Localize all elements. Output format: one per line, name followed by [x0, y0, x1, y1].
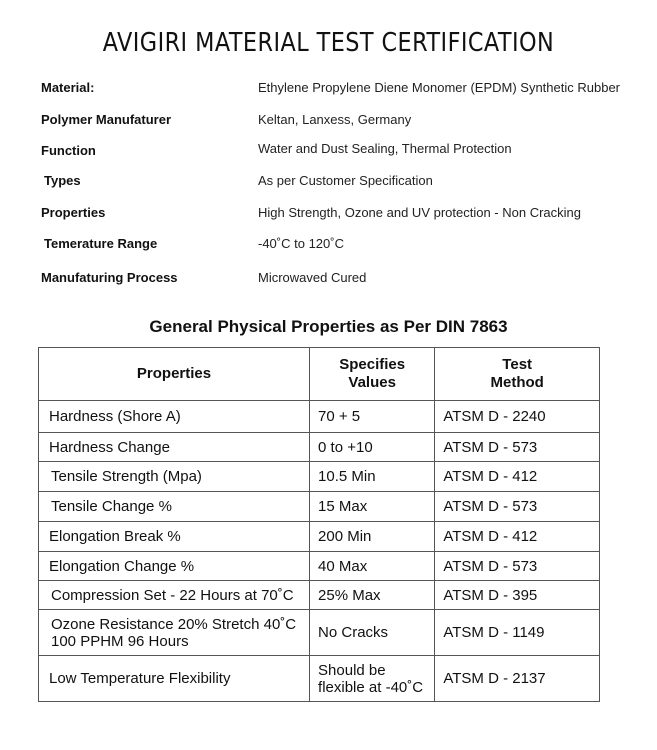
- cell-value: Should be flexible at -40˚C: [310, 656, 435, 702]
- cell-value: 25% Max: [310, 581, 435, 610]
- table-row: [39, 522, 600, 552]
- cell-property: Ozone Resistance 20% Stretch 40˚C 100 PPHM 96 Hours: [39, 610, 310, 656]
- cell-method: ATSM D - 395: [435, 581, 600, 610]
- page-title: AVIGIRI MATERIAL TEST CERTIFICATION: [102, 28, 555, 58]
- table-header-row: [39, 348, 600, 401]
- info-value-properties: High Strength, Ozone and UV protection - Non Cracking: [258, 205, 582, 220]
- table-row: [39, 401, 600, 433]
- cell-method: ATSM D - 573: [435, 433, 600, 462]
- cell-method: ATSM D - 573: [435, 552, 600, 581]
- cell-value: No Cracks: [310, 610, 435, 656]
- cell-value: 0 to +10: [310, 433, 435, 462]
- header-specified-values-text: Specifies Values: [339, 356, 406, 391]
- info-label-process: Manufaturing Process: [41, 270, 178, 285]
- header-test-method: [435, 348, 600, 401]
- header-specified-values: [310, 348, 435, 401]
- cell-method: ATSM D - 412: [435, 462, 600, 492]
- properties-table: [38, 347, 600, 702]
- cell-property: Tensile Change %: [39, 492, 310, 522]
- info-value-material: Ethylene Propylene Diene Monomer (EPDM) Synthetic Rubber: [258, 80, 621, 95]
- table-row: [39, 492, 600, 522]
- table-title: General Physical Properties as Per DIN 7863: [149, 317, 508, 336]
- cell-value: 70 + 5: [310, 401, 435, 433]
- cell-property: Elongation Change %: [39, 552, 310, 581]
- info-value-manufacturer: Keltan, Lanxess, Germany: [258, 112, 412, 127]
- info-label-material: Material:: [41, 80, 95, 95]
- cell-method: ATSM D - 2137: [435, 656, 600, 702]
- info-value-types: As per Customer Specification: [258, 173, 433, 188]
- cell-method: ATSM D - 1149: [435, 610, 600, 656]
- table-row: [39, 552, 600, 581]
- cell-property: Hardness Change: [39, 433, 310, 462]
- cell-property: Tensile Strength (Mpa): [39, 462, 310, 492]
- table-row: [39, 656, 600, 702]
- info-value-process: Microwaved Cured: [258, 270, 367, 285]
- cell-property: Low Temperature Flexibility: [39, 656, 310, 702]
- info-value-function: Water and Dust Sealing, Thermal Protection: [258, 141, 512, 156]
- cell-value: 10.5 Min: [310, 462, 435, 492]
- cell-property: Elongation Break %: [39, 522, 310, 552]
- header-test-method-text: Test Method: [490, 356, 544, 391]
- cell-method: ATSM D - 412: [435, 522, 600, 552]
- header-properties: Properties: [39, 348, 310, 401]
- info-label-function: Function: [41, 143, 96, 158]
- table-row: [39, 433, 600, 462]
- table-row: [39, 610, 600, 656]
- cell-value: 15 Max: [310, 492, 435, 522]
- info-label-manufacturer: Polymer Manufaturer: [41, 112, 172, 127]
- cell-property: Hardness (Shore A): [39, 401, 310, 433]
- table-row: [39, 462, 600, 492]
- cell-value: 200 Min: [310, 522, 435, 552]
- info-label-temperature-range: Temerature Range: [44, 236, 158, 251]
- cell-method: ATSM D - 573: [435, 492, 600, 522]
- cell-value: 40 Max: [310, 552, 435, 581]
- cell-property: Compression Set - 22 Hours at 70˚C: [39, 581, 310, 610]
- table-row: [39, 581, 600, 610]
- info-value-temperature-range: -40˚C to 120˚C: [258, 236, 344, 251]
- cell-method: ATSM D - 2240: [435, 401, 600, 433]
- info-label-properties: Properties: [41, 205, 106, 220]
- info-label-types: Types: [44, 173, 81, 188]
